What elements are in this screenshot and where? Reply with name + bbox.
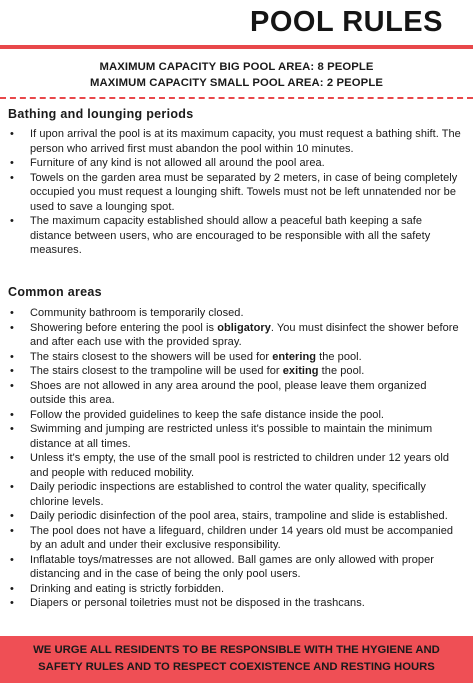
bathing-item: • The maximum capacity established should allow a peaceful bath keeping a safe distance between users, who are encouraged to be responsible with all the safety measures. xyxy=(8,214,463,258)
common-item: • Shoes are not allowed in any area around the pool, please leave them organized outside this area. xyxy=(8,379,463,408)
banner-line-1: WE URGE ALL RESIDENTS TO BE RESPONSIBLE WITH THE HYGIENE AND xyxy=(33,644,440,656)
capacity-small-pool: MAXIMUM CAPACITY SMALL POOL AREA: 2 PEOPLE xyxy=(90,77,383,89)
common-item: • Daily periodic disinfection of the pool area, stairs, trampoline and slide is established. xyxy=(8,509,463,524)
capacity-big-pool: MAXIMUM CAPACITY BIG POOL AREA: 8 PEOPLE xyxy=(99,61,374,73)
bathing-rules-list xyxy=(8,127,463,258)
dashed-divider xyxy=(0,97,473,99)
common-item: • The stairs closest to the showers will be used for entering the pool. xyxy=(8,350,463,365)
common-item: • Showering before entering the pool is obligatory. You must disinfect the shower before and after each use with the provided spray. xyxy=(8,321,463,350)
common-item: • Inflatable toys/matresses are not allowed. Ball games are only allowed with proper distancing and in the case of being the only pool users. xyxy=(8,553,463,582)
common-item: • Swimming and jumping are restricted unless it's possible to maintain the minimum distance at all times. xyxy=(8,422,463,451)
common-item: • Drinking and eating is strictly forbidden. xyxy=(8,582,463,597)
common-item: • The stairs closest to the trampoline will be used for exiting the pool. xyxy=(8,364,463,379)
common-item: • Unless it's empty, the use of the small pool is restricted to children under 12 years old and people with reduced mobility. xyxy=(8,451,463,480)
section-title-common: Common areas xyxy=(8,285,102,299)
bathing-item: • Furniture of any kind is not allowed all around the pool area. xyxy=(8,156,463,171)
common-item: • Daily periodic inspections are established to control the water quality, specifically chlorine levels. xyxy=(8,480,463,509)
common-item: • Follow the provided guidelines to keep the safe distance inside the pool. xyxy=(8,408,463,423)
bathing-item: • Towels on the garden area must be separated by 2 meters, in case of being completely occupied you must request a lounging shift. Towels must not be left unnatended nor be used to save a lounging spot. xyxy=(8,171,463,215)
common-rules-list xyxy=(8,306,463,611)
top-divider xyxy=(0,45,473,49)
banner-line-2: SAFETY RULES AND TO RESPECT COEXISTENCE AND RESTING HOURS xyxy=(38,661,435,673)
bathing-item: • If upon arrival the pool is at its maximum capacity, you must request a bathing shift. The person who arrived first must abandon the pool within 10 minutes. xyxy=(8,127,463,156)
hygiene-banner xyxy=(0,636,473,683)
common-item: • The pool does not have a lifeguard, children under 14 years old must be accompanied by an adult and under their exclusive responsibility. xyxy=(8,524,463,553)
common-item: • Diapers or personal toiletries must not be disposed in the trashcans. xyxy=(8,596,463,611)
page-title: POOL RULES xyxy=(250,6,443,38)
common-item: • Community bathroom is temporarily closed. xyxy=(8,306,463,321)
section-title-bathing: Bathing and lounging periods xyxy=(8,107,194,121)
